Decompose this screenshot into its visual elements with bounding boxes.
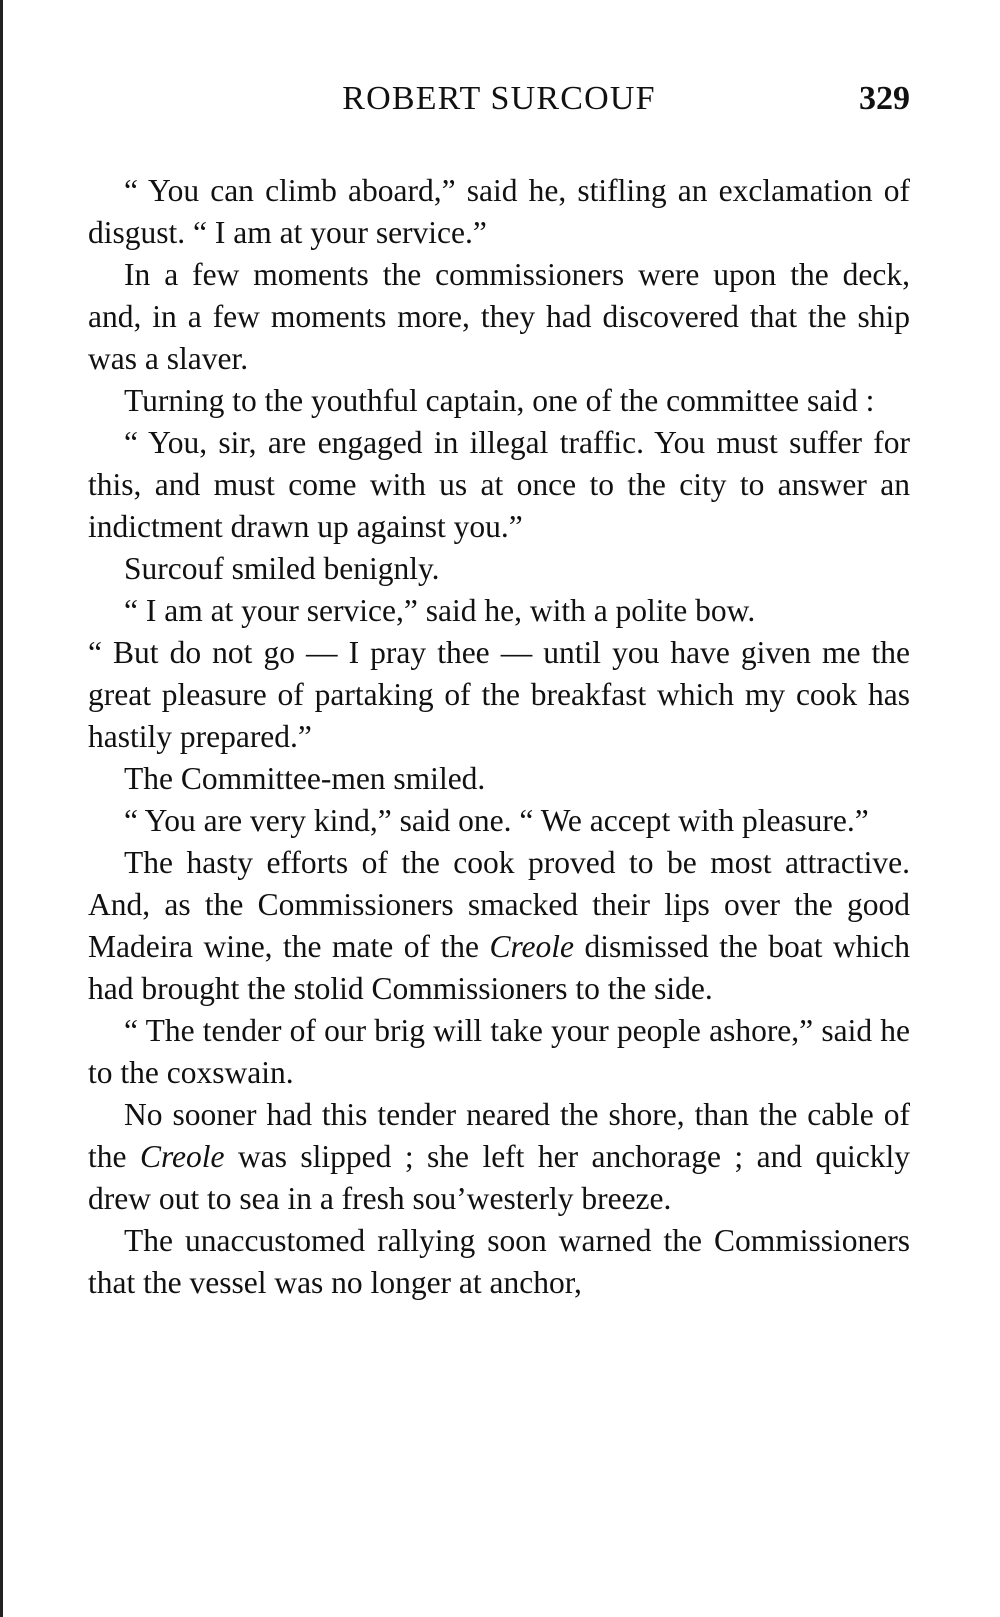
paragraph: “ You, sir, are engaged in illegal traffic. You must suffer for this, and must come with us at once to the city to answer an indictment drawn up against you.” xyxy=(88,425,910,544)
paragraph-text: was slipped ; she left her anchorage ; and quickly drew out to sea in a fresh sou’westerly breeze. xyxy=(88,1139,910,1216)
paragraph: Surcouf smiled benignly. xyxy=(124,551,440,586)
paragraph-text: No sooner had this tender neared the shore, than the cable of the xyxy=(88,1097,910,1174)
paragraph xyxy=(88,842,910,1010)
running-title: ROBERT SURCOUF xyxy=(342,80,656,117)
paragraph: “ The tender of our brig will take your people ashore,” said he to the coxswain. xyxy=(88,1013,910,1090)
paragraph-text: The hasty efforts of the cook proved to be most attractive. And, as the Commissioners smacked their lips over the good Madeira wine, the mate of the xyxy=(88,845,910,964)
ship-name: Creole xyxy=(489,929,575,964)
paragraph: Turning to the youthful captain, one of the committee said : xyxy=(124,383,875,418)
running-header xyxy=(88,80,910,134)
paragraph xyxy=(88,1094,910,1220)
paragraph: “ I am at your service,” said he, with a polite bow. xyxy=(124,593,756,628)
paragraph: The unaccustomed rallying soon warned the Commissioners that the vessel was no longer at anchor, xyxy=(88,1223,910,1300)
paragraph: “ You are very kind,” said one. “ We accept with pleasure.” xyxy=(124,803,869,838)
paragraph: “ But do not go — I pray thee — until you have given me the great pleasure of partaking of the breakfast which my cook has hastily prepared.” xyxy=(88,635,910,754)
paragraph: “ You can climb aboard,” said he, stifling an exclamation of disgust. “ I am at your service.” xyxy=(88,173,910,250)
body-text xyxy=(88,170,910,1304)
paragraph: The Committee-men smiled. xyxy=(124,761,486,796)
page-edge-line xyxy=(0,0,3,1617)
page-number: 329 xyxy=(859,80,910,117)
paragraph: In a few moments the commissioners were upon the deck, and, in a few moments more, they had discovered that the ship was a slaver. xyxy=(88,257,910,376)
paragraph-text: dismissed the boat which had brought the stolid Commissioners to the side. xyxy=(88,929,910,1006)
ship-name: Creole xyxy=(139,1139,225,1174)
